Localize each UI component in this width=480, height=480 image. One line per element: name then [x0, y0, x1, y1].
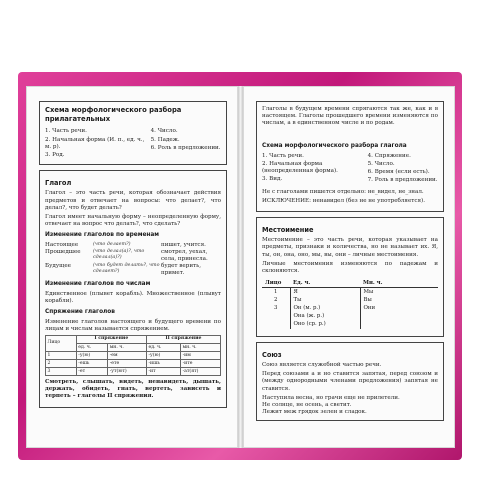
table-subheader: ед. ч. [76, 343, 107, 351]
scheme-item: 5. Число. [367, 161, 395, 168]
future-tense-text: Глаголы в будущем времени спрягаются так же, как и в настоящем. Глаголы прошедшего времени изменяются по числам, а в единственном числе и по родам. [262, 106, 438, 127]
scheme-item: 1. Часть речи. [45, 128, 87, 135]
table-row [262, 312, 438, 320]
tense-name: Будущее [45, 263, 71, 270]
table-row [46, 368, 221, 376]
table-header-group2: II спряжение [147, 335, 221, 343]
table-cell: Мы [363, 288, 374, 295]
scheme-item: 7. Роль в предложении. [367, 177, 438, 184]
tenses-title: Изменение глаголов по временам [45, 232, 160, 239]
union-definition: Союз является служебной частью речи. [262, 362, 382, 369]
table-row [262, 304, 438, 312]
union-comma-rule: Перед союзами а и но ставится запятая, перед союзом и (между однородными членами предложения) запятая не ставится. [262, 371, 438, 392]
table-cell [262, 321, 290, 329]
pronoun-definition: Местоимение – это часть речи, которая указывает на предметы, признаки и количества, но не называет их. Я, ты, он, она, оно, мы, вы, они – личные местоимения. [262, 237, 438, 258]
verb-title: Глагол [45, 179, 72, 187]
table-cell: 2 [46, 360, 77, 368]
ne-exception: ИСКЛЮЧЕНИЕ: ненавидел (без не не употребляется). [262, 197, 425, 204]
table-cell [360, 312, 438, 320]
table-row [262, 321, 438, 329]
tense-question: (что будет делать?, что сделает?) [93, 263, 160, 275]
table-header: Ед. ч. [290, 279, 360, 288]
verb-box [39, 170, 227, 408]
verb-scheme-title: Схема морфологического разбора глагола [262, 143, 407, 150]
table-cell: -ет [76, 368, 107, 376]
table-cell: 3 [46, 368, 77, 376]
table-cell: -ем [108, 351, 147, 359]
table-cell: -ут(ют) [108, 368, 147, 376]
scheme-left-column [262, 153, 364, 186]
table-row [262, 288, 438, 297]
scheme-item: 4. Спряжение. [367, 152, 411, 159]
tense-example: пишет, учится. [161, 241, 206, 248]
scheme-right-column [151, 128, 221, 160]
adjective-scheme-box [39, 101, 227, 165]
numbers-text: Единственное (плывет корабль). Множественное (плывут корабли). [45, 290, 221, 304]
table-row [262, 296, 438, 304]
table-cell: -ишь [147, 360, 181, 368]
scheme-item: 1. Часть речи. [262, 152, 304, 159]
table-cell: 1 [262, 288, 290, 297]
tense-example: смотрел, уехал, села, принесла. [161, 248, 208, 262]
tense-example: будет верить, примет. [161, 263, 201, 277]
pronoun-title: Местоимение [262, 225, 314, 234]
conjugation-title: Спряжение глаголов [45, 309, 115, 316]
table-cell: -ете [108, 360, 147, 368]
verb-definition: Глагол – это часть речи, которая обозначает действия предметов и отвечает на вопросы: что делает?, что делал?, что будет делать? [45, 190, 221, 211]
table-cell: 2 [262, 296, 290, 304]
tense-row [45, 242, 221, 249]
table-cell: -ите [181, 360, 221, 368]
union-title: Союз [262, 350, 282, 359]
scheme-item: 6. Время (если есть). [367, 169, 430, 176]
tense-question: (что делает?) [93, 241, 131, 247]
table-subheader: мн. ч. [108, 343, 147, 351]
left-page [26, 86, 238, 448]
table-cell: -им [181, 351, 221, 359]
table-cell: Она (ж. р.) [290, 312, 360, 320]
table-header: Лицо [262, 279, 290, 288]
scheme-item: 3. Вид. [262, 176, 283, 183]
table-cell: Он (м. р.) [290, 304, 360, 312]
union-example: Не солнце, не осень, а светит. [262, 401, 352, 408]
table-header-face: Лицо [46, 335, 77, 351]
union-example: Наступила весна, но грачи еще не прилетели. [262, 394, 400, 401]
conjugation-table [45, 335, 221, 376]
table-cell [360, 321, 438, 329]
table-cell [262, 312, 290, 320]
tense-name: Прошедшее [45, 248, 81, 255]
table-cell: -ит [147, 368, 181, 376]
numbers-title: Изменение глаголов по числам [45, 281, 151, 288]
pronoun-box [256, 217, 444, 337]
table-row [46, 351, 221, 359]
table-cell: Ты [290, 296, 360, 304]
scheme-left-column [45, 128, 147, 160]
right-page [243, 86, 455, 448]
verb-continued-box [256, 101, 444, 212]
table-cell: Я [290, 288, 360, 297]
table-cell: -у(ю) [147, 351, 181, 359]
scheme-item: 5. Падеж. [150, 136, 180, 143]
scheme-item: 4. Число. [150, 128, 178, 135]
table-cell: Вы [363, 296, 372, 303]
pronoun-table [262, 279, 438, 329]
table-subheader: мн. ч. [181, 343, 221, 351]
conjugation-text: Изменение глаголов настоящего и будущего времени по лицам и числам называется спряжением. [45, 318, 221, 332]
table-cell: 1 [46, 351, 77, 359]
table-row [46, 360, 221, 368]
scheme-item: 2. Начальная форма (И. п., ед. ч., м. р). [45, 136, 145, 150]
table-cell: 3 [262, 304, 290, 312]
scheme-item: 6. Роль в предложении. [150, 144, 221, 151]
scheme-right-column [368, 153, 438, 186]
tense-row [45, 249, 221, 263]
ne-rule: Не с глаголами пишется отдельно: не_видел, не_знал. [262, 188, 424, 195]
table-cell: -ат(ят) [181, 368, 221, 376]
tense-question: (что делал(а)?, что сделал(а)?) [93, 248, 145, 260]
table-cell: Они [363, 304, 376, 311]
conjugation-exceptions: Смотреть, слышать, видеть, ненавидеть, дышать, держать, обидеть, гнать, вертеть, зависеть и терпеть – глаголы II спряжения. [45, 379, 221, 400]
tense-row [45, 263, 221, 277]
table-header: Мн. ч. [360, 279, 438, 288]
union-box [256, 342, 444, 422]
table-cell: -у(ю) [76, 351, 107, 359]
scheme-item: 2. Начальная форма (неопределенная форма). [262, 161, 338, 175]
verb-initial-form: Глагол имеет начальную форму – неопределенную форму, отвечает на вопрос что делать?, что сделать? [45, 213, 221, 228]
tense-name: Настоящее [45, 241, 79, 248]
table-header-group1: I спряжение [76, 335, 146, 343]
table-cell: Оно (ср. р.) [290, 321, 360, 329]
table-cell: -ешь [76, 360, 107, 368]
scheme-item: 3. Род. [45, 151, 65, 158]
union-example: Лежит меж грядок зелен и сладок. [262, 408, 367, 415]
adjective-scheme-title: Схема морфологического разбора прилагательных [45, 106, 182, 123]
pronoun-declension: Личные местоимения изменяются по падежам и склоняются. [262, 260, 438, 274]
table-subheader: ед. ч. [147, 343, 181, 351]
